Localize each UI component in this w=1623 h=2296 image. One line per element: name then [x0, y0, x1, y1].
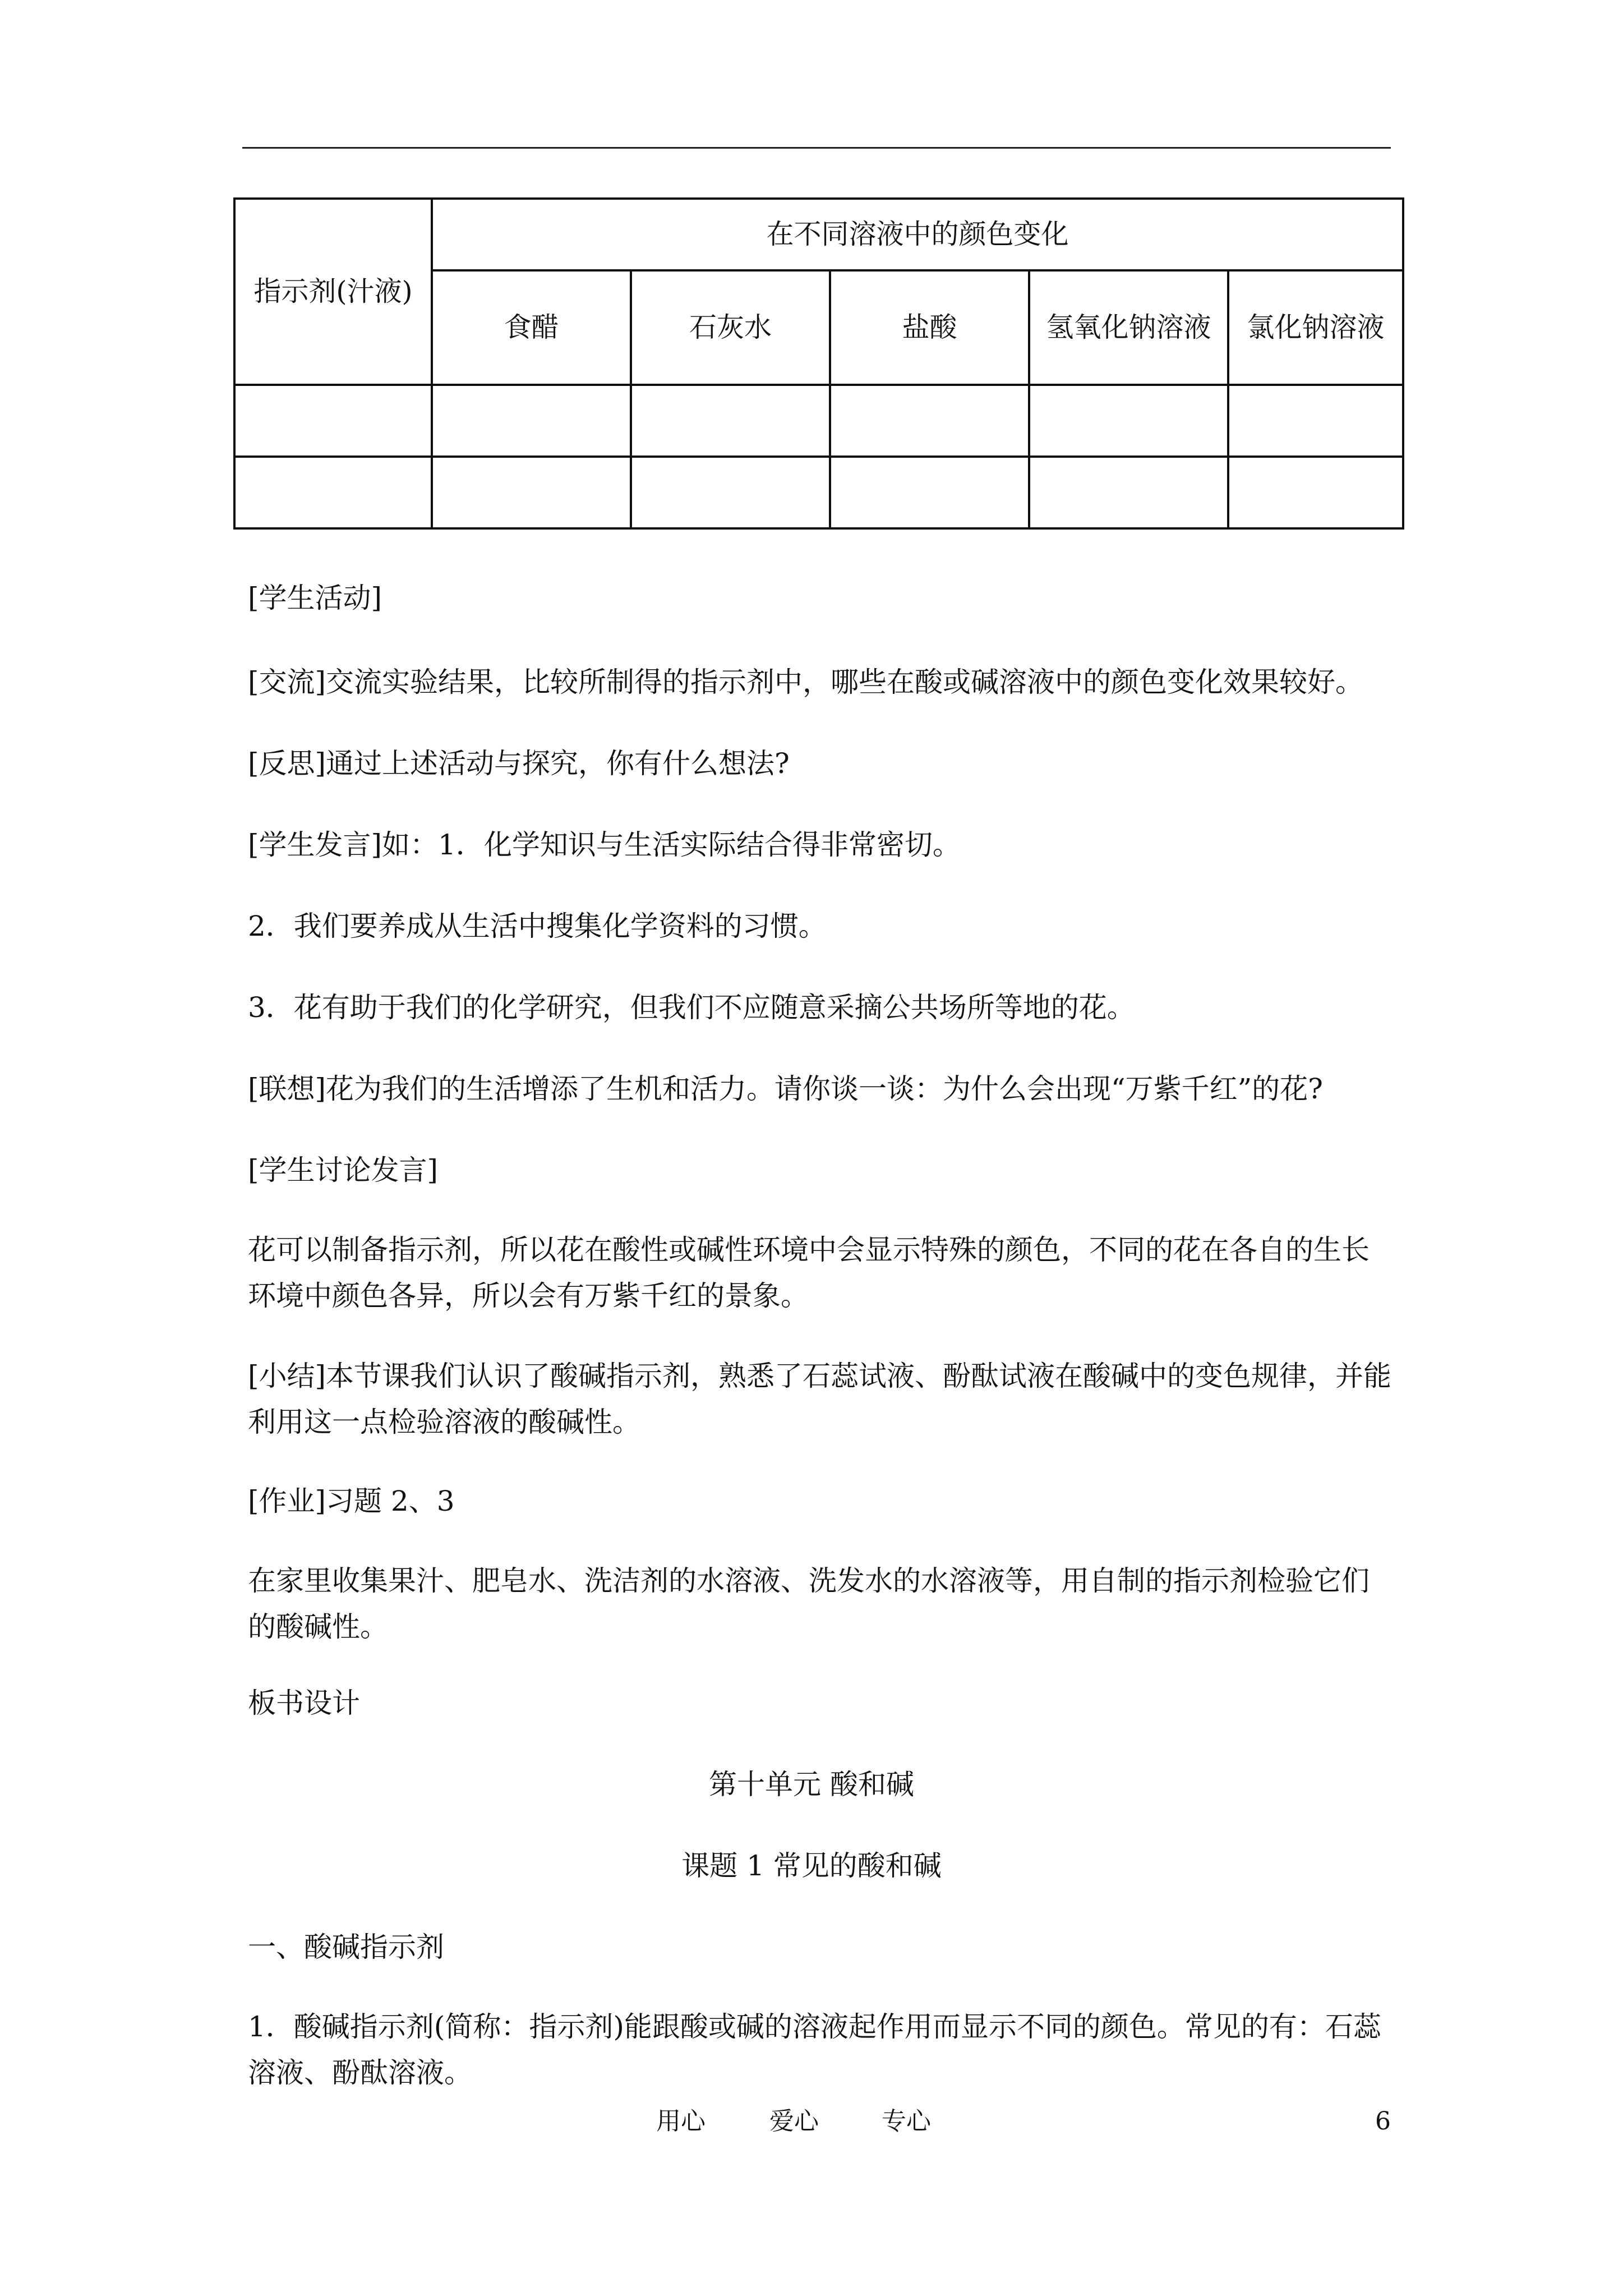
table-cell	[631, 385, 830, 457]
col-sodium-chloride: 氯化钠溶液	[1228, 270, 1403, 385]
homework-task-paragraph: 在家里收集果汁、肥皂水、洗洁剂的水溶液、洗发水的水溶液等，用自制的指示剂检验它们的酸碱性。	[248, 1565, 1370, 1643]
footer-motto-2: 爱心	[769, 2107, 819, 2136]
table-cell	[830, 457, 1029, 528]
student-speech-paragraph: [学生发言]如：1．化学知识与生活实际结合得非常密切。	[248, 829, 961, 861]
board-design-heading: 板书设计	[248, 1687, 360, 1719]
table-header-row	[234, 199, 1403, 270]
table-cell	[234, 385, 432, 457]
table-row	[234, 385, 1403, 457]
table-cell	[1029, 457, 1228, 528]
table-cell	[830, 385, 1029, 457]
section-heading: 一、酸碱指示剂	[248, 1931, 444, 1963]
col-sodium-hydroxide: 氢氧化钠溶液	[1029, 270, 1228, 385]
list-item-2: 2．我们要养成从生活中搜集化学资料的习惯。	[248, 910, 827, 942]
table-cell	[432, 457, 631, 528]
table-cell	[1228, 457, 1403, 528]
header-color-change: 在不同溶液中的颜色变化	[432, 199, 1403, 270]
exchange-paragraph: [交流]交流实验结果，比较所制得的指示剂中，哪些在酸或碱溶液中的颜色变化效果较好。	[248, 666, 1364, 698]
lesson-title: 课题 1 常见的酸和碱	[681, 1849, 942, 1882]
student-activity: [学生活动]	[248, 582, 382, 614]
footer-motto-1: 用心	[656, 2107, 706, 2136]
col-hydrochloric-acid: 盐酸	[830, 270, 1029, 385]
discussion-heading: [学生讨论发言]	[248, 1154, 439, 1186]
summary-paragraph: [小结]本节课我们认识了酸碱指示剂，熟悉了石蕊试液、酚酞试液在酸碱中的变色规律，并能利用这一点检验溶液的酸碱性。	[248, 1360, 1392, 1438]
table-row	[234, 457, 1403, 528]
indicator-definition-paragraph: 1．酸碱指示剂(简称：指示剂)能跟酸或碱的溶液起作用而显示不同的颜色。常见的有：石蕊溶液、酚酞溶液。	[248, 2010, 1381, 2089]
unit-title: 第十单元 酸和碱	[709, 1768, 914, 1801]
table-cell	[1029, 385, 1228, 457]
header-indicator: 指示剂(汁液)	[234, 199, 432, 385]
col-vinegar: 食醋	[432, 270, 631, 385]
reflection-paragraph: [反思]通过上述活动与探究，你有什么想法?	[248, 747, 790, 780]
homework-paragraph: [作业]习题 2、3	[248, 1485, 455, 1517]
indicator-color-table	[233, 197, 1404, 530]
page-number: 6	[1375, 2107, 1391, 2136]
footer-motto-3: 专心	[882, 2107, 931, 2136]
table-cell	[432, 385, 631, 457]
list-item-3: 3．花有助于我们的化学研究，但我们不应随意采摘公共场所等地的花。	[248, 991, 1135, 1024]
table-cell	[1228, 385, 1403, 457]
table-cell	[234, 457, 432, 528]
col-limewater: 石灰水	[631, 270, 830, 385]
discussion-paragraph: 花可以制备指示剂，所以花在酸性或碱性环境中会显示特殊的颜色，不同的花在各自的生长环境中颜色各异，所以会有万紫千红的景象。	[248, 1234, 1370, 1312]
header-rule	[242, 147, 1391, 149]
association-paragraph: [联想]花为我们的生活增添了生机和活力。请你谈一谈：为什么会出现“万紫千红”的花?	[248, 1073, 1323, 1105]
table-cell	[631, 457, 830, 528]
